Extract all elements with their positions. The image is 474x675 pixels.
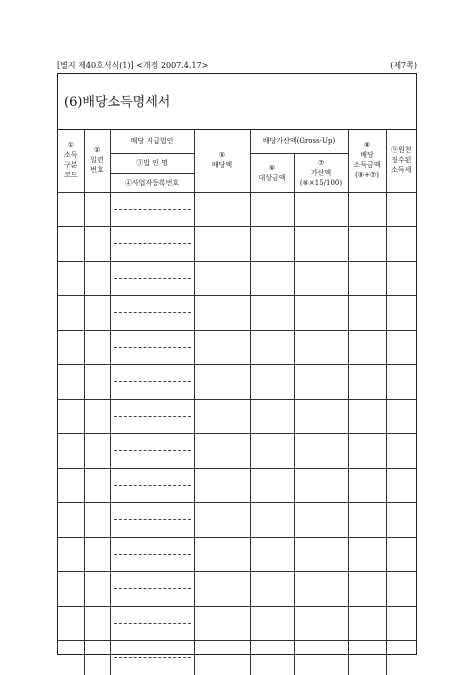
data-cell[interactable] bbox=[386, 261, 416, 296]
data-cell[interactable] bbox=[194, 572, 250, 607]
table-row bbox=[58, 468, 416, 503]
data-cell[interactable] bbox=[348, 606, 386, 641]
dotted-divider bbox=[114, 623, 191, 624]
data-cell[interactable] bbox=[84, 468, 110, 503]
header-gross-up: 배당가산액(Gross-Up) bbox=[250, 129, 348, 153]
form-title: (6)배당소득명세서 bbox=[64, 95, 171, 110]
data-cell[interactable] bbox=[250, 503, 294, 538]
data-cell[interactable] bbox=[194, 365, 250, 400]
table-row bbox=[58, 227, 416, 262]
data-cell[interactable] bbox=[294, 606, 348, 641]
data-cell[interactable] bbox=[294, 330, 348, 365]
data-cell[interactable] bbox=[194, 606, 250, 641]
data-cell[interactable] bbox=[194, 227, 250, 262]
data-cell[interactable] bbox=[58, 227, 84, 262]
data-cell[interactable] bbox=[348, 641, 386, 675]
data-cell[interactable] bbox=[84, 572, 110, 607]
data-cell[interactable] bbox=[250, 365, 294, 400]
data-cell[interactable] bbox=[294, 227, 348, 262]
data-cell[interactable] bbox=[294, 434, 348, 469]
data-cell[interactable] bbox=[386, 399, 416, 434]
data-cell[interactable] bbox=[348, 572, 386, 607]
header-corporation-name: ③법 인 명 bbox=[110, 153, 194, 173]
data-cell[interactable] bbox=[250, 192, 294, 227]
data-cell[interactable] bbox=[250, 399, 294, 434]
header-dividend-amount: ⑤ 배당액 bbox=[194, 129, 250, 192]
data-cell[interactable] bbox=[294, 572, 348, 607]
data-cell[interactable] bbox=[84, 434, 110, 469]
data-cell[interactable] bbox=[84, 399, 110, 434]
data-cell[interactable] bbox=[84, 606, 110, 641]
dotted-divider bbox=[114, 278, 191, 279]
data-cell[interactable] bbox=[58, 641, 84, 675]
data-cell[interactable] bbox=[348, 537, 386, 572]
payer-cell[interactable] bbox=[110, 399, 194, 434]
table-row bbox=[58, 572, 416, 607]
header-dividend-income: ⑧ 배당 소득금액 (⑤+⑦) bbox=[348, 129, 386, 192]
data-cell[interactable] bbox=[58, 365, 84, 400]
table-row bbox=[58, 606, 416, 641]
dotted-divider bbox=[114, 209, 191, 210]
data-cell[interactable] bbox=[250, 330, 294, 365]
data-cell[interactable] bbox=[84, 365, 110, 400]
data-cell[interactable] bbox=[58, 192, 84, 227]
data-cell[interactable] bbox=[348, 330, 386, 365]
data-cell[interactable] bbox=[194, 434, 250, 469]
data-cell[interactable] bbox=[386, 330, 416, 365]
data-cell[interactable] bbox=[294, 365, 348, 400]
data-cell[interactable] bbox=[84, 296, 110, 331]
data-cell[interactable] bbox=[194, 261, 250, 296]
data-cell[interactable] bbox=[250, 537, 294, 572]
header-income-code: ① 소득 구분 코드 bbox=[58, 129, 84, 192]
data-cell[interactable] bbox=[58, 330, 84, 365]
payer-cell[interactable] bbox=[110, 330, 194, 365]
data-cell[interactable] bbox=[348, 503, 386, 538]
dotted-divider bbox=[114, 381, 191, 382]
data-cell[interactable] bbox=[58, 537, 84, 572]
data-cell[interactable] bbox=[250, 296, 294, 331]
data-cell[interactable] bbox=[348, 434, 386, 469]
data-cell[interactable] bbox=[348, 192, 386, 227]
dotted-divider bbox=[114, 450, 191, 451]
table-row bbox=[58, 261, 416, 296]
form-attachment-label: [별지 제40호서식(1)] <개정 2007.4.17> bbox=[57, 61, 209, 70]
data-cell[interactable] bbox=[386, 468, 416, 503]
data-cell[interactable] bbox=[250, 468, 294, 503]
data-cell[interactable] bbox=[58, 503, 84, 538]
data-cell[interactable] bbox=[386, 227, 416, 262]
data-cell[interactable] bbox=[294, 261, 348, 296]
table-row bbox=[58, 192, 416, 227]
dotted-divider bbox=[114, 347, 191, 348]
data-cell[interactable] bbox=[58, 468, 84, 503]
dotted-divider bbox=[114, 312, 191, 313]
payer-cell[interactable] bbox=[110, 641, 194, 675]
header-withheld-tax: ⑨원천 징수된 소득세 bbox=[386, 129, 416, 192]
data-cell[interactable] bbox=[58, 606, 84, 641]
table-row bbox=[58, 503, 416, 538]
data-cell[interactable] bbox=[294, 192, 348, 227]
data-cell[interactable] bbox=[250, 572, 294, 607]
data-cell[interactable] bbox=[294, 641, 348, 675]
dotted-divider bbox=[114, 485, 191, 486]
dotted-divider bbox=[114, 588, 191, 589]
data-cell[interactable] bbox=[84, 641, 110, 675]
dotted-divider bbox=[114, 657, 191, 658]
data-cell[interactable] bbox=[348, 365, 386, 400]
table-row bbox=[58, 399, 416, 434]
data-cell[interactable] bbox=[250, 606, 294, 641]
dividend-income-table bbox=[58, 129, 416, 675]
dotted-divider bbox=[114, 416, 191, 417]
data-cell[interactable] bbox=[194, 537, 250, 572]
form-page-number: (제7쪽) bbox=[390, 61, 417, 70]
data-cell[interactable] bbox=[194, 399, 250, 434]
data-cell[interactable] bbox=[294, 537, 348, 572]
data-cell[interactable] bbox=[194, 296, 250, 331]
data-cell[interactable] bbox=[348, 399, 386, 434]
payer-cell[interactable] bbox=[110, 192, 194, 227]
payer-cell[interactable] bbox=[110, 296, 194, 331]
data-cell[interactable] bbox=[294, 296, 348, 331]
payer-cell[interactable] bbox=[110, 503, 194, 538]
data-cell[interactable] bbox=[194, 503, 250, 538]
payer-cell[interactable] bbox=[110, 468, 194, 503]
data-cell[interactable] bbox=[386, 296, 416, 331]
data-cell[interactable] bbox=[348, 468, 386, 503]
data-cell[interactable] bbox=[348, 296, 386, 331]
data-cell[interactable] bbox=[84, 537, 110, 572]
data-cell[interactable] bbox=[386, 606, 416, 641]
dotted-divider bbox=[114, 519, 191, 520]
table-row bbox=[58, 365, 416, 400]
data-cell[interactable] bbox=[386, 192, 416, 227]
data-cell[interactable] bbox=[58, 399, 84, 434]
header-addition-amount: ⑦ 가산액 (⑥×15/100) bbox=[294, 153, 348, 192]
data-cell[interactable] bbox=[84, 503, 110, 538]
data-cell[interactable] bbox=[194, 192, 250, 227]
payer-cell[interactable] bbox=[110, 227, 194, 262]
data-cell[interactable] bbox=[386, 434, 416, 469]
header-target-amount: ⑥ 대상금액 bbox=[250, 153, 294, 192]
data-cell[interactable] bbox=[84, 227, 110, 262]
data-cell[interactable] bbox=[58, 296, 84, 331]
data-cell[interactable] bbox=[194, 468, 250, 503]
data-cell[interactable] bbox=[294, 468, 348, 503]
data-cell[interactable] bbox=[58, 572, 84, 607]
data-cell[interactable] bbox=[386, 365, 416, 400]
data-cell[interactable] bbox=[194, 330, 250, 365]
header-payer-corporation: 배당 지급법인 bbox=[110, 129, 194, 153]
payer-cell[interactable] bbox=[110, 606, 194, 641]
data-cell[interactable] bbox=[294, 503, 348, 538]
form-frame bbox=[57, 73, 417, 655]
data-cell[interactable] bbox=[84, 261, 110, 296]
data-cell[interactable] bbox=[84, 330, 110, 365]
table-row bbox=[58, 434, 416, 469]
data-cell[interactable] bbox=[250, 641, 294, 675]
payer-cell[interactable] bbox=[110, 261, 194, 296]
data-cell[interactable] bbox=[294, 399, 348, 434]
data-cell[interactable] bbox=[250, 227, 294, 262]
data-cell[interactable] bbox=[348, 227, 386, 262]
data-cell[interactable] bbox=[58, 434, 84, 469]
data-cell[interactable] bbox=[386, 641, 416, 675]
data-cell[interactable] bbox=[58, 261, 84, 296]
table-row bbox=[58, 641, 416, 675]
header-business-reg-number: ④사업자등록번호 bbox=[110, 173, 194, 192]
data-cell[interactable] bbox=[250, 261, 294, 296]
payer-cell[interactable] bbox=[110, 572, 194, 607]
data-cell[interactable] bbox=[386, 537, 416, 572]
dotted-divider bbox=[114, 243, 191, 244]
dotted-divider bbox=[114, 554, 191, 555]
table-row bbox=[58, 330, 416, 365]
data-cell[interactable] bbox=[386, 503, 416, 538]
payer-cell[interactable] bbox=[110, 365, 194, 400]
data-cell[interactable] bbox=[386, 572, 416, 607]
table-row bbox=[58, 537, 416, 572]
form-title-row bbox=[58, 74, 416, 130]
data-cell[interactable] bbox=[250, 434, 294, 469]
table-row bbox=[58, 296, 416, 331]
data-cell[interactable] bbox=[84, 192, 110, 227]
payer-cell[interactable] bbox=[110, 537, 194, 572]
payer-cell[interactable] bbox=[110, 434, 194, 469]
data-cell[interactable] bbox=[348, 261, 386, 296]
data-cell[interactable] bbox=[194, 641, 250, 675]
form-meta bbox=[57, 59, 417, 73]
header-serial-number: ② 일련 번호 bbox=[84, 129, 110, 192]
